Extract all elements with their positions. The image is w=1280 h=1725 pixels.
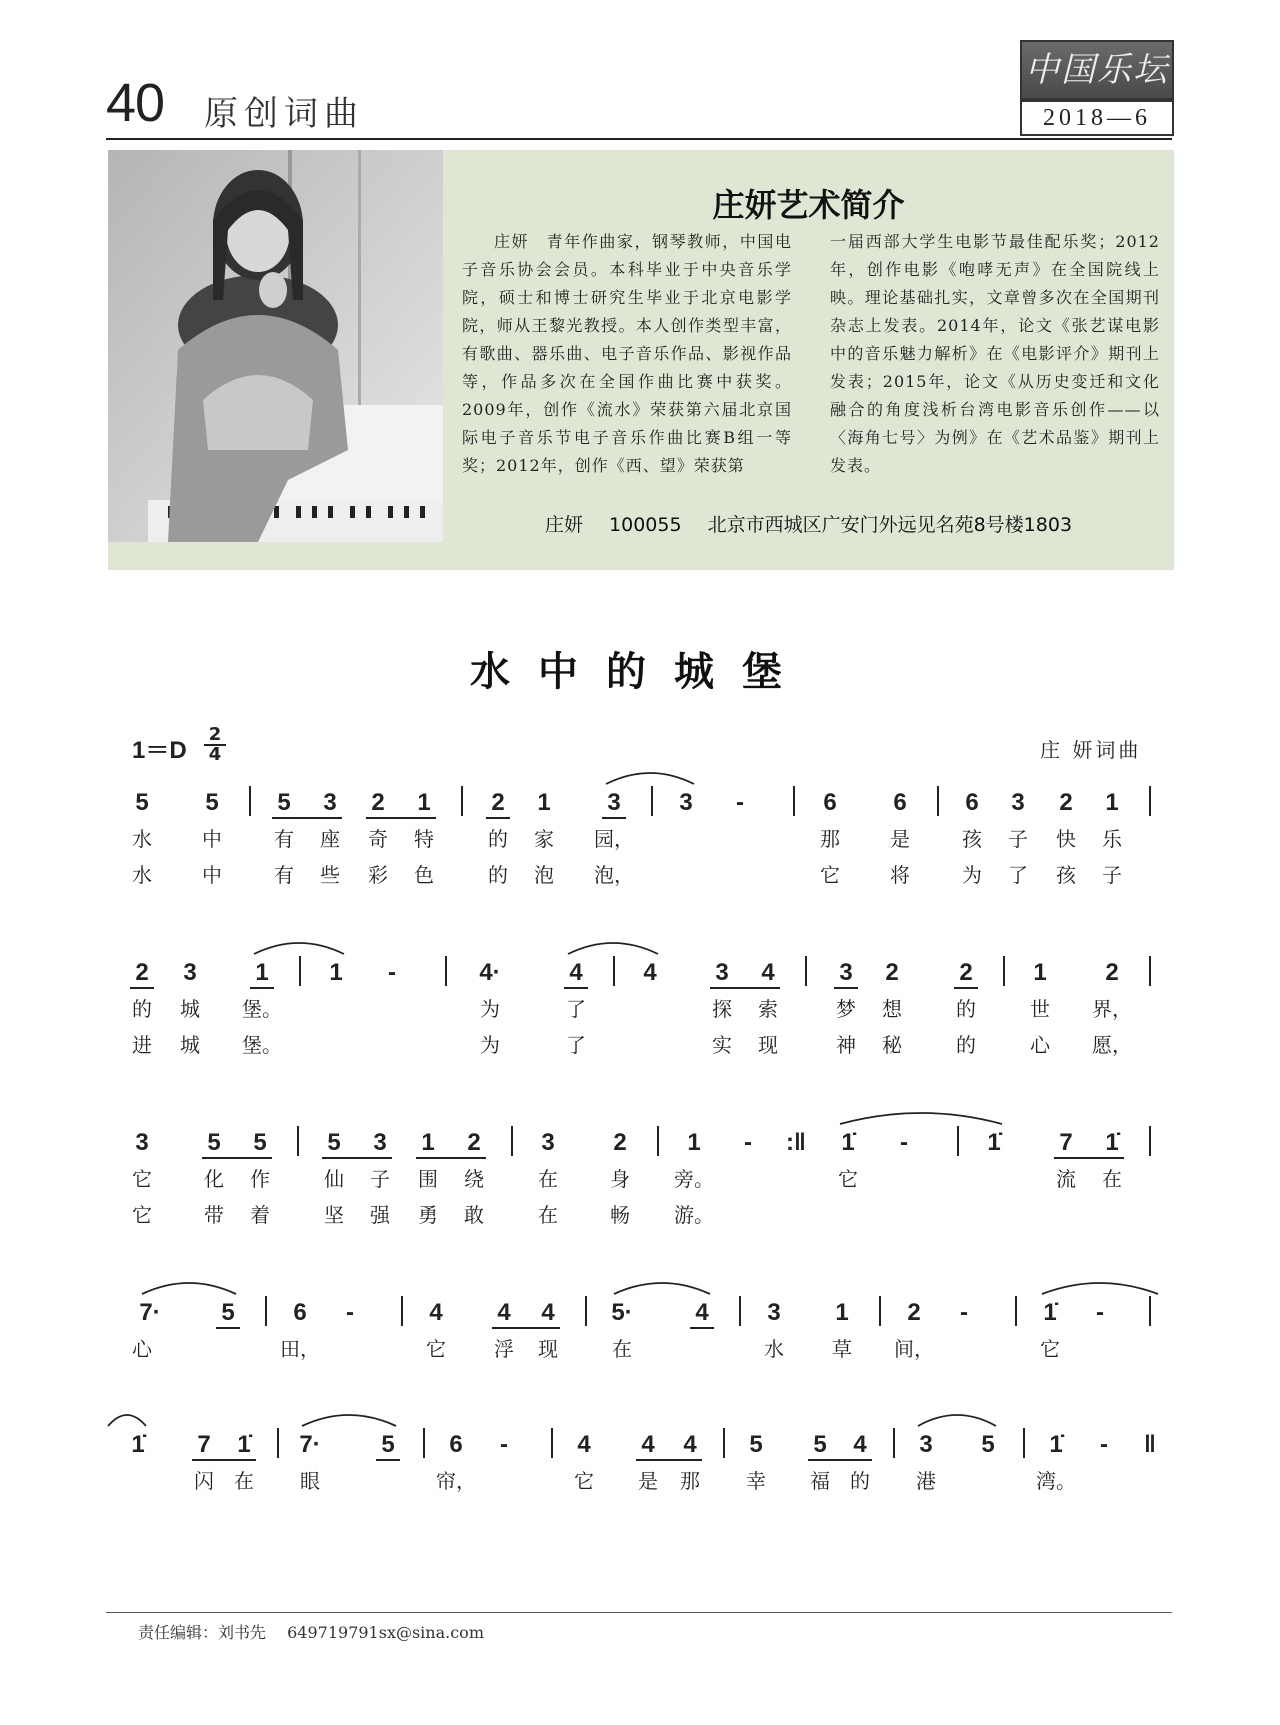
note: 1 [329, 959, 343, 986]
lyric-char: 的 [488, 863, 508, 887]
lyric-char: 在 [612, 1337, 632, 1361]
lyric-char: 港 [916, 1469, 936, 1493]
note: 2 [491, 789, 505, 816]
note: 7 [197, 1431, 211, 1458]
note: 2 [907, 1299, 921, 1326]
lyric-char: 坚 [324, 1203, 344, 1227]
note: 3 [715, 959, 729, 986]
lyric-char: 水 [764, 1337, 784, 1361]
final-barline: ‖ [1144, 1431, 1156, 1458]
note: 1 [537, 789, 551, 816]
note: 4 [497, 1299, 511, 1326]
note: 2 [1059, 789, 1073, 816]
lyric-char: 它 [426, 1337, 446, 1361]
note: 4 [683, 1431, 697, 1458]
lyric-char: 奇 [368, 827, 388, 851]
dash-note: - [346, 1299, 354, 1326]
lyric-char: 的 [488, 827, 508, 851]
lyric-char: 梦 [836, 997, 856, 1021]
lyric-char: 孩 [962, 827, 982, 851]
note: 6 [965, 789, 979, 816]
note: 1̇ [841, 1129, 855, 1156]
note: 4 [853, 1431, 867, 1458]
lyric-char: 作 [250, 1167, 270, 1191]
song-title: 水中的城堡 [470, 648, 810, 695]
lyric-char: 心 [132, 1337, 152, 1361]
note: 1̇ [1049, 1431, 1063, 1458]
note: 2 [959, 959, 973, 986]
lyric-char: 水 [132, 863, 152, 887]
lyric-char: 堡。 [242, 997, 282, 1021]
note: 1̇ [1105, 1129, 1119, 1156]
lyric-char: 围 [418, 1167, 438, 1191]
lyric-char: 旁。 [674, 1167, 714, 1191]
note: 1 [687, 1129, 701, 1156]
lyric-char: 着 [250, 1203, 270, 1227]
lyric-char: 那 [680, 1469, 700, 1493]
contact-postcode: 100055 [609, 514, 682, 536]
lyric-char: 探 [712, 997, 732, 1021]
lyric-char: 间， [894, 1337, 934, 1361]
lyric-char: 些 [320, 863, 340, 887]
lyric-char: 的 [132, 997, 152, 1021]
lyric-char: 孩 [1056, 863, 1076, 887]
lyric-char: 现 [538, 1337, 558, 1361]
lyric-char: 在 [234, 1469, 254, 1493]
issue-number: 2018—6 [1020, 100, 1174, 136]
note: 2 [371, 789, 385, 816]
note: 3 [919, 1431, 933, 1458]
note: 3 [373, 1129, 387, 1156]
note: 5 [981, 1431, 995, 1458]
lyric-char: 中 [202, 827, 222, 851]
note: 3 [135, 1129, 149, 1156]
note: 1 [1105, 789, 1119, 816]
note: 2 [1105, 959, 1119, 986]
lyric-char: 心 [1030, 1033, 1050, 1057]
lyric-char: 在 [538, 1167, 558, 1191]
note: 1 [835, 1299, 849, 1326]
note: 6 [293, 1299, 307, 1326]
lyric-char: 泡 [534, 863, 554, 887]
lyric-char: 绕 [464, 1167, 484, 1191]
lyric-char: 了 [566, 997, 586, 1021]
note: 4 [569, 959, 583, 986]
slur-tie [108, 1415, 146, 1426]
note: 3 [767, 1299, 781, 1326]
lyric-char: 在 [1102, 1167, 1122, 1191]
lyric-char: 福 [810, 1469, 830, 1493]
lyric-char: 浮 [494, 1337, 514, 1361]
lyric-char: 闪 [194, 1469, 214, 1493]
note: 5 [205, 789, 219, 816]
lyric-char: 愿， [1092, 1033, 1132, 1057]
footer-divider [106, 1612, 1172, 1613]
note: 5 [253, 1129, 267, 1156]
lyric-char: 现 [758, 1033, 778, 1057]
lyric-char: 它 [1040, 1337, 1060, 1361]
note: 5 [207, 1129, 221, 1156]
note: 1 [417, 789, 431, 816]
magazine-logo: 中国乐坛 [1020, 40, 1174, 100]
note: 5· [611, 1299, 633, 1326]
dash-note: - [736, 789, 744, 816]
slur-tie [614, 1283, 710, 1294]
lyric-char: 帘， [436, 1469, 476, 1493]
time-signature-top: 2 [204, 726, 226, 746]
slur-tie [606, 773, 694, 784]
note: 1̇ [237, 1431, 251, 1458]
lyric-char: 城 [180, 1033, 200, 1057]
note: 4 [641, 1431, 655, 1458]
note: 4 [541, 1299, 555, 1326]
lyric-char: 堡。 [242, 1033, 282, 1057]
dash-note: - [388, 959, 396, 986]
lyric-char: 为 [962, 863, 982, 887]
lyric-char: 游。 [674, 1203, 714, 1227]
note: 5 [327, 1129, 341, 1156]
lyric-char: 索 [758, 997, 778, 1021]
slur-tie [840, 1113, 1002, 1124]
lyric-char: 为 [480, 997, 500, 1021]
note: 5 [749, 1431, 763, 1458]
lyric-char: 进 [132, 1033, 152, 1057]
lyric-char: 田， [280, 1337, 320, 1361]
lyric-char: 带 [204, 1203, 224, 1227]
note: 5 [813, 1431, 827, 1458]
lyric-char: 神 [836, 1033, 856, 1057]
lyric-char: 水 [132, 827, 152, 851]
note: 2 [135, 959, 149, 986]
note: 2 [467, 1129, 481, 1156]
note: 4 [429, 1299, 443, 1326]
note: 5 [277, 789, 291, 816]
note: 1 [255, 959, 269, 986]
lyric-char: 座 [320, 827, 340, 851]
lyric-char: 敢 [464, 1203, 484, 1227]
page-number: 40 [106, 73, 165, 133]
note: 1 [1033, 959, 1047, 986]
lyric-char: 的 [956, 1033, 976, 1057]
lyric-char: 眼 [300, 1469, 320, 1493]
lyric-char: 将 [890, 863, 910, 887]
dash-note: - [960, 1299, 968, 1326]
lyric-char: 世 [1030, 997, 1050, 1021]
note: 3 [1011, 789, 1025, 816]
lyric-char: 了 [1008, 863, 1028, 887]
slur-tie [568, 943, 658, 954]
note: 1 [421, 1129, 435, 1156]
editor-label: 责任编辑：刘书先 [138, 1623, 267, 1642]
lyric-char: 它 [574, 1469, 594, 1493]
note: 3 [541, 1129, 555, 1156]
lyric-char: 的 [850, 1469, 870, 1493]
lyric-char: 那 [820, 827, 840, 851]
lyric-char: 秘 [882, 1033, 902, 1057]
lyric-char: 界， [1092, 997, 1132, 1021]
bio-text-left: 庄妍 青年作曲家，钢琴教师，中国电子音乐协会会员。本科毕业于中央音乐学院，硕士和博士研究生毕业于北京电影学院，师从王黎光教授。本人创作类型丰富，有歌曲、器乐曲、电子音乐作品、影视作品等，作品多次在全国作曲比赛中获奖。2009年，创作《流水》荣获第六届北京国际电子音乐节电子音乐作曲比赛B组一等奖；2012年，创作《西、望》荣获第 [462, 232, 792, 475]
lyric-char: 子 [370, 1167, 390, 1191]
editor-credit [138, 1620, 500, 1643]
note: 5 [221, 1299, 235, 1326]
note: 4 [643, 959, 657, 986]
lyric-char: 实 [712, 1033, 732, 1057]
lyric-char: 园， [594, 827, 634, 851]
lyric-char: 城 [180, 997, 200, 1021]
note: 1̇ [131, 1431, 145, 1458]
editor-email: 649719791sx@sina.com [287, 1623, 484, 1642]
slur-tie [918, 1415, 996, 1426]
lyric-char: 仙 [324, 1167, 344, 1191]
note: 3 [839, 959, 853, 986]
contact-name: 庄妍 [544, 514, 583, 536]
lyric-char: 特 [414, 827, 434, 851]
note: 6 [893, 789, 907, 816]
lyric-char: 家 [534, 827, 554, 851]
lyric-char: 是 [638, 1469, 658, 1493]
lyric-char: 子 [1102, 863, 1122, 887]
dash-note: - [900, 1129, 908, 1156]
lyric-char: 色 [414, 863, 434, 887]
lyric-char: 有 [274, 863, 294, 887]
lyric-char: 身 [610, 1167, 630, 1191]
note: 6 [449, 1431, 463, 1458]
note: 7· [299, 1431, 321, 1458]
lyric-char: 它 [838, 1167, 858, 1191]
note: 4 [761, 959, 775, 986]
lyric-char: 强 [370, 1203, 390, 1227]
lyric-char: 彩 [368, 863, 388, 887]
key-signature: 1＝D [132, 737, 187, 764]
note: 3 [323, 789, 337, 816]
note: 3 [607, 789, 621, 816]
lyric-char: 它 [820, 863, 840, 887]
note: 2 [613, 1129, 627, 1156]
lyric-char: 是 [890, 827, 910, 851]
contact-address: 北京市西城区广安门外远见名苑8号楼1803 [707, 514, 1073, 536]
slur-tie [1042, 1283, 1158, 1294]
lyric-char: 在 [538, 1203, 558, 1227]
lyric-char: 流 [1056, 1167, 1076, 1191]
section-title: 原创词曲 [204, 94, 364, 134]
note: 1̇ [1043, 1299, 1057, 1326]
lyric-char: 湾。 [1036, 1469, 1076, 1493]
repeat-barline: :‖ [786, 1129, 806, 1156]
note: 5 [135, 789, 149, 816]
time-signature-bottom: 4 [208, 744, 222, 765]
note: 3 [679, 789, 693, 816]
note: 6 [823, 789, 837, 816]
note: 4 [577, 1431, 591, 1458]
note: 4 [695, 1299, 709, 1326]
composer-credit: 庄 妍词曲 [1040, 738, 1142, 762]
note: 3 [183, 959, 197, 986]
note: 1̇ [987, 1129, 1001, 1156]
lyric-char: 它 [132, 1203, 152, 1227]
lyric-char: 了 [566, 1033, 586, 1057]
dash-note: - [500, 1431, 508, 1458]
lyric-char: 子 [1008, 827, 1028, 851]
dash-note: - [1100, 1431, 1108, 1458]
slur-tie [302, 1415, 396, 1426]
slur-tie [254, 943, 344, 954]
lyric-char: 它 [132, 1167, 152, 1191]
lyric-char: 草 [832, 1337, 852, 1361]
lyric-char: 的 [956, 997, 976, 1021]
bio-title: 庄妍艺术简介 [712, 186, 905, 224]
lyric-char: 为 [480, 1033, 500, 1057]
lyric-char: 快 [1056, 827, 1076, 851]
note: 7· [139, 1299, 161, 1326]
note: 7 [1059, 1129, 1073, 1156]
lyric-char: 泡， [594, 863, 634, 887]
lyric-char: 幸 [746, 1469, 766, 1493]
note: 4· [479, 959, 501, 986]
note: 5 [381, 1431, 395, 1458]
lyric-char: 有 [274, 827, 294, 851]
lyric-char: 勇 [418, 1203, 438, 1227]
lyric-char: 化 [204, 1167, 224, 1191]
note: 2 [885, 959, 899, 986]
dash-note: - [744, 1129, 752, 1156]
bio-text-right: 一届西部大学生电影节最佳配乐奖；2012年，创作电影《咆哮无声》在全国院线上映。理论基础扎实，文章曾多次在全国期刊杂志上发表。2014年，论文《张艺谋电影中的音乐魅力解析》在《电影评介》期刊上发表；2015年，论文《从历史变迁和文化融合的角度浅析台湾电影音乐创作——以〈海角七号〉为例》在《艺术品鉴》期刊上发表。 [830, 232, 1160, 475]
dash-note: - [1096, 1299, 1104, 1326]
lyric-char: 畅 [610, 1203, 630, 1227]
lyric-char: 中 [202, 863, 222, 887]
lyric-char: 想 [882, 997, 902, 1021]
lyric-char: 乐 [1102, 827, 1122, 851]
slur-tie [142, 1283, 236, 1294]
